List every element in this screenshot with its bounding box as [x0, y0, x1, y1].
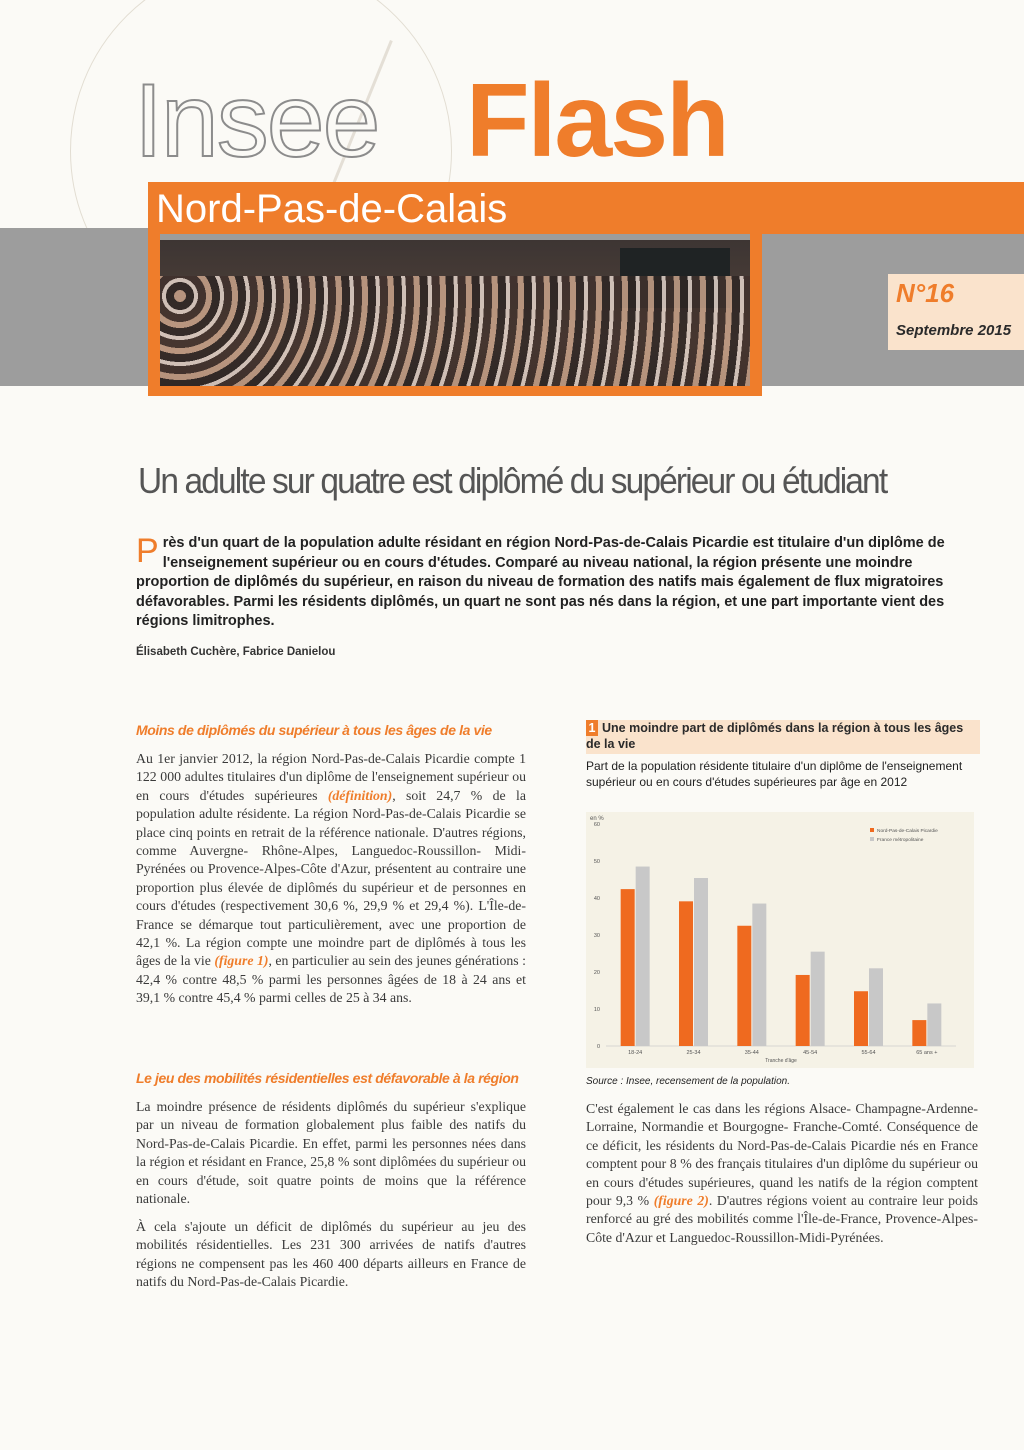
figure-source: Source : Insee, recensement de la population. — [586, 1076, 791, 1087]
bar-region-55-64 — [854, 991, 868, 1046]
authors: Élisabeth Cuchère, Fabrice Danielou — [136, 646, 336, 658]
right-column-body — [586, 1100, 978, 1247]
page-title: Un adulte sur quatre est diplômé du supérieur ou étudiant — [138, 460, 887, 501]
figure1-chart — [586, 812, 974, 1068]
section1-text-a: Au 1er janvier 2012, la région Nord-Pas-de-Calais Picardie compte 1 122 000 adultes titulaires d'un diplôme de l'enseignement supérieur ou en cours d'études supérieures — [136, 751, 526, 803]
figure-subtitle: Part de la population résidente titulaire d'un diplôme de l'enseignement supérieur ou en cours d'études supérieures par âge en 2012 — [586, 759, 963, 789]
issue-number: N°16 — [896, 278, 955, 308]
x-tick-label: 65 ans + — [916, 1050, 938, 1056]
y-axis-label: en % — [590, 816, 604, 822]
figure1-chart-area — [586, 812, 974, 1068]
legend-entry: France métropolitaine — [877, 838, 924, 843]
bar-region-45-54 — [796, 975, 810, 1046]
y-tick-label: 30 — [593, 933, 600, 939]
bar-france-45-54 — [811, 952, 825, 1046]
right-text-a: C'est également le cas dans les régions Alsace- Champagne-Ardenne-Lorraine, Normandie et Bourgogne- Franche-Comté. Conséquence de ce déficit, les résidents du Nord-Pas-de-Calais Picardie nés en France comptent pour 8 % des français titulaires d'un diplôme du supérieur ou en cours d'études supérieures, quand les natifs de la région comptent pour 9,3 % — [586, 1101, 978, 1209]
x-tick-label: 35-44 — [744, 1050, 759, 1056]
drop-cap: P — [136, 532, 159, 570]
figure-number: 1 — [586, 720, 598, 736]
lead-text: rès d'un quart de la population adulte résidant en région Nord-Pas-de-Calais Picardie est titulaire d'un diplôme de l'enseignement supérieur ou en cours d'études. Comparé au niveau national, la région présente une moindre proportion de diplômés du supérieur, en raison du niveau de formation des natifs mais également de flux migratoires défavorables. Parmi les résidents diplômés, un quart ne sont pas nés dans la région, et une part importante vient des régions limitrophes. — [136, 535, 945, 629]
section1-text-b: , soit 24,7 % de la population adulte résidente. La région Nord-Pas-de-Calais Picardie se place cinq points en retrait de la référence nationale. D'autres régions, comme Auvergne- Rhône-Alpes, Languedoc-Roussillon- Midi-Pyrénées ou Provence-Alpes-Côte d'Azur, présentent au contraire une proportion plus élevée de diplômés du supérieur et de personnes en cours d'études (respectivement 30,6 %, 29,9 % et 29,4 %). L'Île-de-France se démarque tout particulièrement, avec une proportion de 42,1 %. La région compte une moindre part de diplômés à tous les âges de la vie — [136, 787, 526, 969]
definition-link[interactable]: (définition) — [327, 787, 393, 803]
section2-title: Le jeu des mobilités résidentielles est défavorable à la région — [136, 1070, 519, 1086]
photo-audience — [160, 276, 750, 386]
bar-france-18-24 — [636, 867, 650, 1046]
bar-region-65-ans-+ — [912, 1020, 926, 1046]
issue-date: Septembre 2015 — [896, 322, 1012, 339]
y-tick-label: 60 — [593, 822, 600, 828]
section2-para1: La moindre présence de résidents diplômés du supérieur s'explique par un niveau de formation globalement plus faible des natifs du Nord-Pas-de-Calais Picardie. En effet, parmi les personnes nées dans la région et résidant en France, 25,8 % sont diplômées du supérieur ou en cours d'étude, soit quatre points de moins que la référence nationale. — [136, 1099, 526, 1207]
section1-body — [136, 750, 526, 1008]
lecture-hall-photo — [160, 240, 750, 386]
x-tick-label: 25-34 — [686, 1050, 701, 1056]
bar-france-65-ans-+ — [927, 1003, 941, 1046]
bar-france-25-34 — [694, 878, 708, 1046]
region-name: Nord-Pas-de-Calais — [156, 187, 508, 231]
bar-france-55-64 — [869, 968, 883, 1046]
brand-insee: Insee — [134, 63, 379, 179]
legend-swatch — [870, 837, 874, 841]
bar-region-35-44 — [737, 926, 751, 1046]
brand-flash: Flash — [466, 63, 728, 179]
y-tick-label: 50 — [593, 859, 600, 865]
y-tick-label: 20 — [593, 970, 600, 976]
y-tick-label: 10 — [593, 1007, 600, 1013]
x-tick-label: 45-54 — [803, 1050, 818, 1056]
y-tick-label: 40 — [593, 896, 600, 902]
right-text-b: . D'autres régions voient au contraire leur poids renforcé au gré des mobilités comme l'Île-de-France, Provence-Alpes-Côte d'Azur et Languedoc-Roussillon-Midi-Pyrénées. — [586, 1193, 979, 1245]
y-tick-label: 0 — [596, 1044, 600, 1050]
bar-france-35-44 — [752, 904, 766, 1046]
photo-frame-bottom — [148, 386, 760, 396]
section1-title: Moins de diplômés du supérieur à tous les âges de la vie — [136, 722, 492, 738]
figure2-link[interactable]: (figure 2) — [653, 1193, 709, 1209]
photo-frame-right — [750, 234, 762, 396]
figure-title-text: Une moindre part de diplômés dans la région à tous les âges de la vie — [586, 721, 964, 751]
section2-para2: À cela s'ajoute un déficit de diplômés du supérieur au jeu des mobilités résidentielles. Les 231 300 arrivées de natifs d'autres régions ne compensent pas les 460 400 départs ailleurs en France de natifs du Nord-Pas-de-Calais Picardie. — [136, 1219, 526, 1290]
x-axis-label: Tranche d'âge — [765, 1058, 797, 1064]
bar-region-25-34 — [679, 901, 693, 1046]
bar-region-18-24 — [621, 889, 635, 1046]
figure-title — [586, 720, 980, 754]
section1-text-c: , en particulier au sein des jeunes générations : 42,4 % contre 48,5 % parmi les personnes âgées de 18 à 24 ans et 39,1 % contre 45,4 % parmi celles de 25 à 34 ans. — [136, 953, 526, 1006]
x-tick-label: 18-24 — [628, 1050, 643, 1056]
legend-swatch — [870, 828, 874, 832]
figure1-link[interactable]: (figure 1) — [214, 953, 269, 969]
lead-paragraph — [136, 534, 980, 632]
x-tick-label: 55-64 — [861, 1050, 876, 1056]
legend-entry: Nord-Pas-de-Calais Picardie — [877, 829, 938, 834]
